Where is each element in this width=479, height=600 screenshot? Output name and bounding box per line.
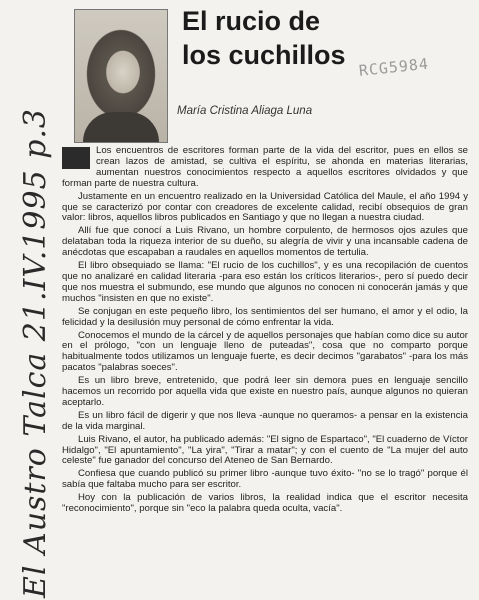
paragraph: Conocemos el mundo de la cárcel y de aquellos personajes que habían como dice su autor en el prólogo, "con un lenguaje lleno de puteadas", cosa que no comparto porque habitualmente todos utilizamos un lenguaje fuerte, es decir decimos "garabatos" -para los más pacatos "palabras soeces". (62, 329, 468, 374)
drop-cap-block (62, 147, 90, 169)
title-line-1: El rucio de (182, 6, 321, 36)
paragraph: Se conjugan en este pequeño libro, los sentimientos del ser humano, el amor y el odio, la felicidad y la desilusión muy personal de cómo enfrentar la vida. (62, 305, 468, 328)
paragraph: Hoy con la publicación de varios libros, la realidad indica que el escritor necesita "reconocimiento", porque sin "eco la palabra queda oculta, vacía". (62, 492, 468, 515)
paragraph: Confiesa que cuando publicó su primer libro -aunque tuvo éxito- "no se lo tragó" porque él sabía que faltaba mucho para ser escritor. (62, 468, 468, 491)
handwritten-source-note: El Austro Talca 21.IV.1995 p.3 (18, 107, 53, 598)
paragraph: Allí fue que conocí a Luis Rivano, un hombre corpulento, de hermosos ojos azules que delataban toda la riqueza interior de su dueño, su alegría de vivir y una incansable cadena de anécdotas que escapaban a raudales en aquellos momentos de tertulia. (62, 225, 468, 259)
catalog-code: RCG5984 (358, 54, 430, 80)
article-body (62, 146, 468, 517)
paragraph: Los encuentros de escritores forman parte de la vida del escritor, pues en ellos se crean lazos de amistad, se cultiva el espíritu, se ahonda en materias literarias, aumentan nuestros conocimientos respecto a aquellos escritores olvidados y que forman parte de nuestra cultura. (62, 145, 468, 189)
paragraph: Es un libro breve, entretenido, que podrá leer sin demora pues en lenguaje sencillo hacemos un recorrido por aquella vida que existe en nuestro país, aunque algunos no quieran aceptarlo. (62, 375, 468, 408)
title-line-2: los cuchillos (182, 40, 346, 70)
author-byline: María Cristina Aliaga Luna (177, 105, 313, 117)
author-photo (74, 9, 168, 143)
paragraph: Luis Rivano, el autor, ha publicado además: "El signo de Espartaco", "El cuaderno de Víctor Hidalgo", "El apuntamiento", "La yira", "Tirar a matar"; y con el cuento de "La mujer del auto celeste" fue ganador del concurso del Ateneo de San Bernardo. (62, 433, 468, 467)
paragraph: El libro obsequiado se llama: "El rucio de los cuchillos", y es una recopilación de cuentos que no analizaré en calidad literaria -para eso están los críticos literarios-, pero sí puedo decir que nos muestra el submundo, ese mundo que algunos no conocen ni conocerán jamás y que muchos "insisten en que no existe". (62, 260, 468, 304)
article-title (182, 4, 346, 72)
paragraph: Justamente en un encuentro realizado en la Universidad Católica del Maule, el año 1994 y que se caracterizó por contar con creadores de excelente calidad, recibí obsequios de gran valor: libros, aquellos libros publicados en Santiago y que no llegan a nuestra ciudad. (62, 190, 468, 224)
paragraph: Es un libro fácil de digerir y que nos lleva -aunque no queramos- a pensar en la existencia de la vida marginal. (62, 409, 468, 432)
